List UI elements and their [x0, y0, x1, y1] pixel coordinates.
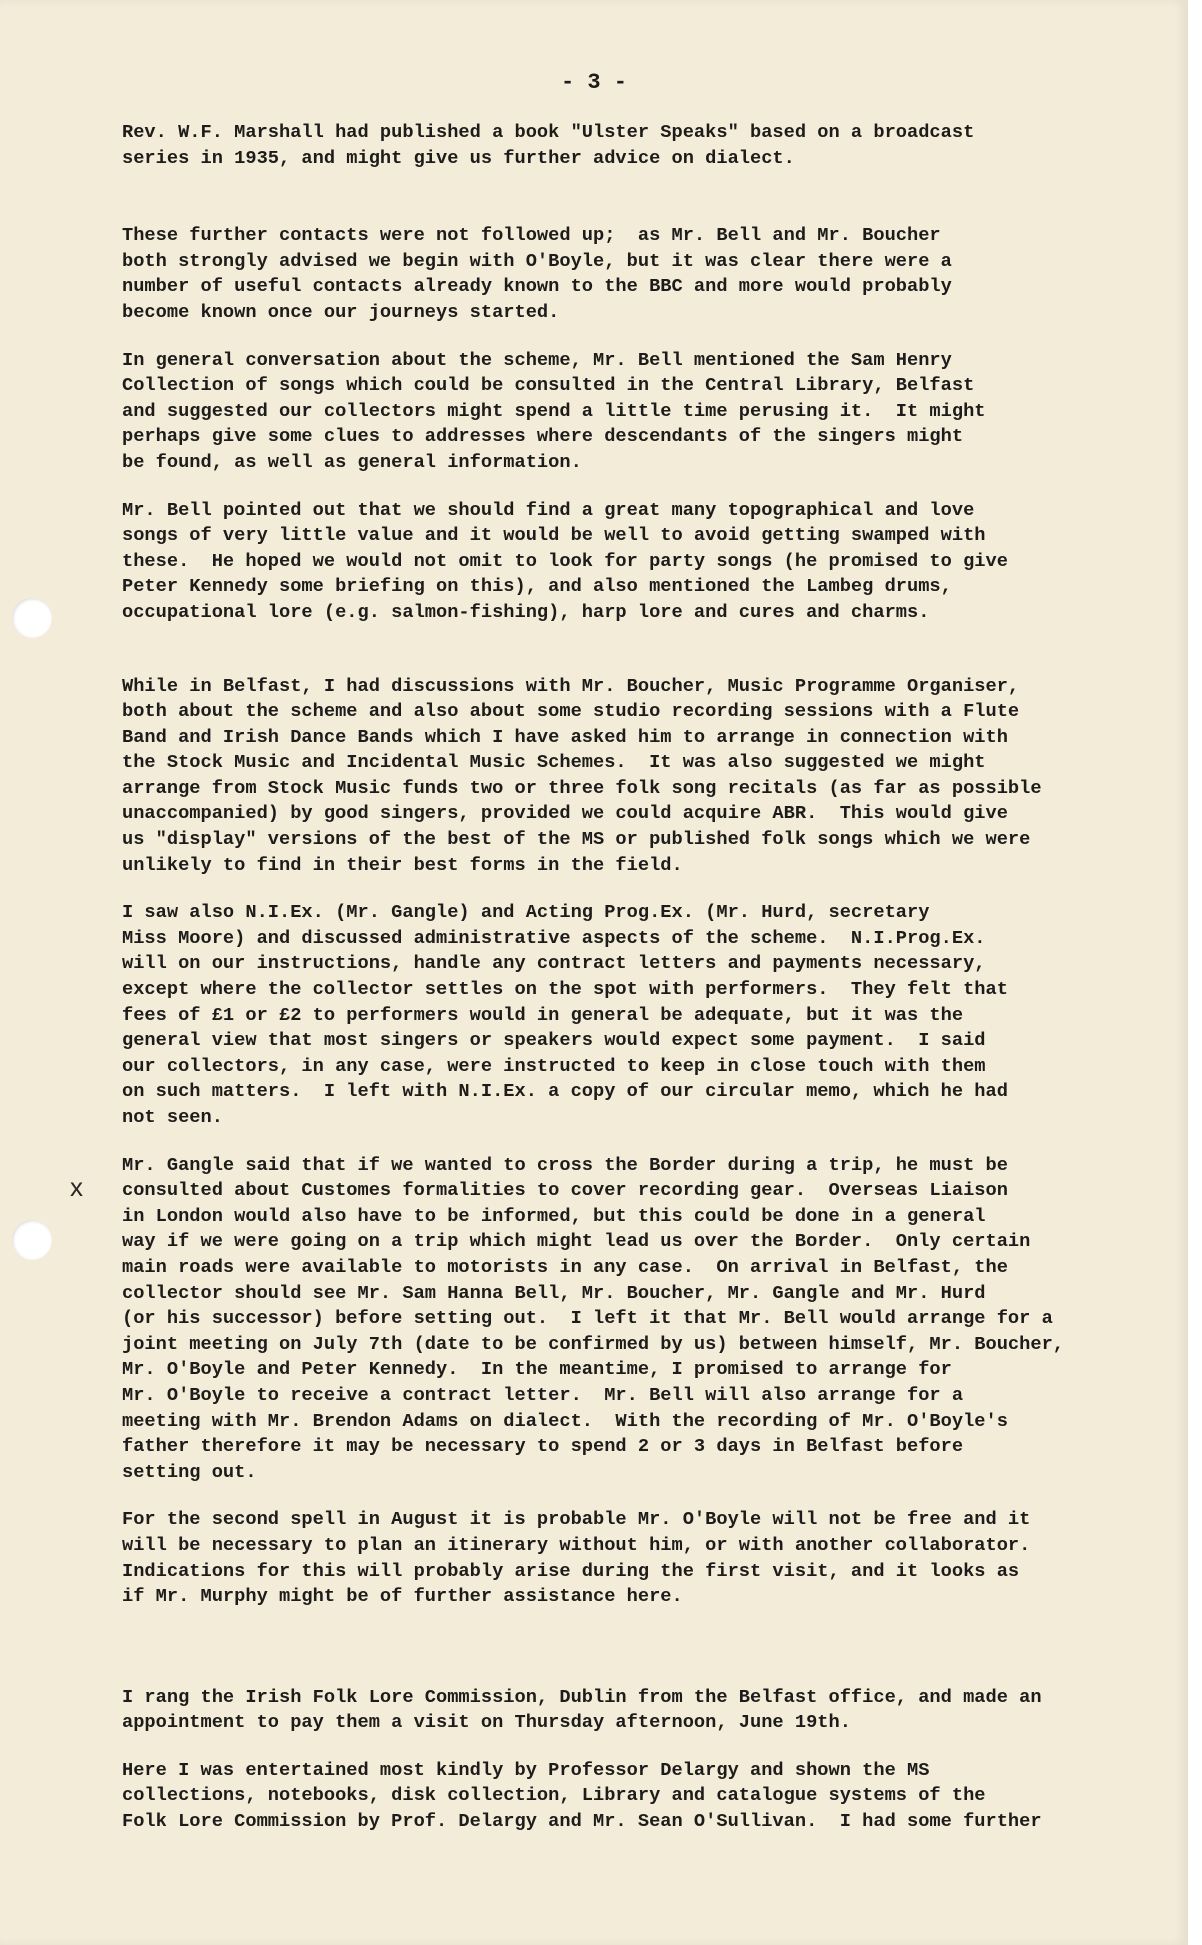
paragraph: For the second spell in August it is probable Mr. O'Boyle will not be free and it will be necessary to plan an itinerary without him, or with another collaborator. Indications for this will probably arise during the first visit, and it looks as if Mr. Murphy might be of further assistance here. [122, 1508, 1031, 1608]
paragraph: These further contacts were not followed up; as Mr. Bell and Mr. Boucher both strongly advised we begin with O'Boyle, but it was clear there were a number of useful contacts already known to the BBC and more would probably become known once our journeys started. [122, 224, 952, 323]
page-number: - 3 - [560, 70, 627, 95]
punch-hole [12, 598, 52, 638]
margin-mark: x [70, 1172, 83, 1202]
paragraph: Mr. Bell pointed out that we should find a great many topographical and love songs of very little value and it would be well to avoid getting swamped with these. He hoped we would not omit to look for party songs (he promised to give Peter Kennedy some briefing on this), and also mentioned the Lambeg drums, occupational lore (e.g. salmon-fishing), harp lore and cures and charms. [122, 498, 1008, 623]
paragraph: In general conversation about the scheme, Mr. Bell mentioned the Sam Henry Collection of songs which could be consulted in the Central Library, Belfast and suggested our collectors might spend a little time perusing it. It might perhaps give some clues to addresses where descendants of the singers might be found, as well as general information. [122, 348, 986, 473]
paragraph: I saw also N.I.Ex. (Mr. Gangle) and Acting Prog.Ex. (Mr. Hurd, secretary Miss Moore) and discussed administrative aspects of the scheme. N.I.Prog.Ex. will on our instructions, handle any contract letters and payments necessary, except where the collector settles on the spot with performers. They felt that fees of £1 or £2 to performers would in general be adequate, but it was the general view that most singers or speakers would expect some payment. I said our collectors, in any case, were instructed to keep in close touch with them on such matters. I left with N.I.Ex. a copy of our circular memo, which he had not seen. [122, 901, 1008, 1128]
paragraph: Here I was entertained most kindly by Professor Delargy and shown the MS collections, notebooks, disk collection, Library and catalogue systems of the Folk Lore Commission by Prof. Delargy and Mr. Sean O'Sullivan. I had some further [122, 1758, 1042, 1833]
paragraph: Rev. W.F. Marshall had published a book "Ulster Speaks" based on a broadcast series in 1935, and might give us further advice on dialect. [122, 121, 975, 169]
punch-hole [12, 1220, 52, 1260]
paragraph: Mr. Gangle said that if we wanted to cross the Border during a trip, he must be consulted about Customes formalities to cover recording gear. Overseas Liaison in London would also have to be informed, but this could be done in a general way if we were going on a trip which might lead us over the Border. Only certain main roads were available to motorists in any case. On arrival in Belfast, the collector should see Mr. Sam Hanna Bell, Mr. Boucher, Mr. Gangle and Mr. Hurd (or his successor) before setting out. I left it that Mr. Bell would arrange for a joint meeting on July 7th (date to be confirmed by us) between himself, Mr. Boucher, Mr. O'Boyle and Peter Kennedy. In the meantime, I promised to arrange for Mr. O'Boyle to receive a contract letter. Mr. Bell will also arrange for a meeting with Mr. Brendon Adams on dialect. With the recording of Mr. O'Boyle's father therefore it may be necessary to spend 2 or 3 days in Belfast before setting out. [122, 1153, 1065, 1483]
body-text [122, 120, 1167, 1835]
page-edge [1188, 0, 1202, 1945]
paragraph: I rang the Irish Folk Lore Commission, Dublin from the Belfast office, and made an appointment to pay them a visit on Thursday afternoon, June 19th. [122, 1685, 1042, 1734]
paragraph: While in Belfast, I had discussions with Mr. Boucher, Music Programme Organiser, both about the scheme and also about some studio recording sessions with a Flute Band and Irish Dance Bands which I have asked him to arrange in connection with the Stock Music and Incidental Music Schemes. It was also suggested we might arrange from Stock Music funds two or three folk song recitals (as far as possible unaccompanied) by good singers, provided we could acquire ABR. This would give us "display" versions of the best of the MS or published folk songs which we were unlikely to find in their best forms in the field. [122, 674, 1042, 876]
